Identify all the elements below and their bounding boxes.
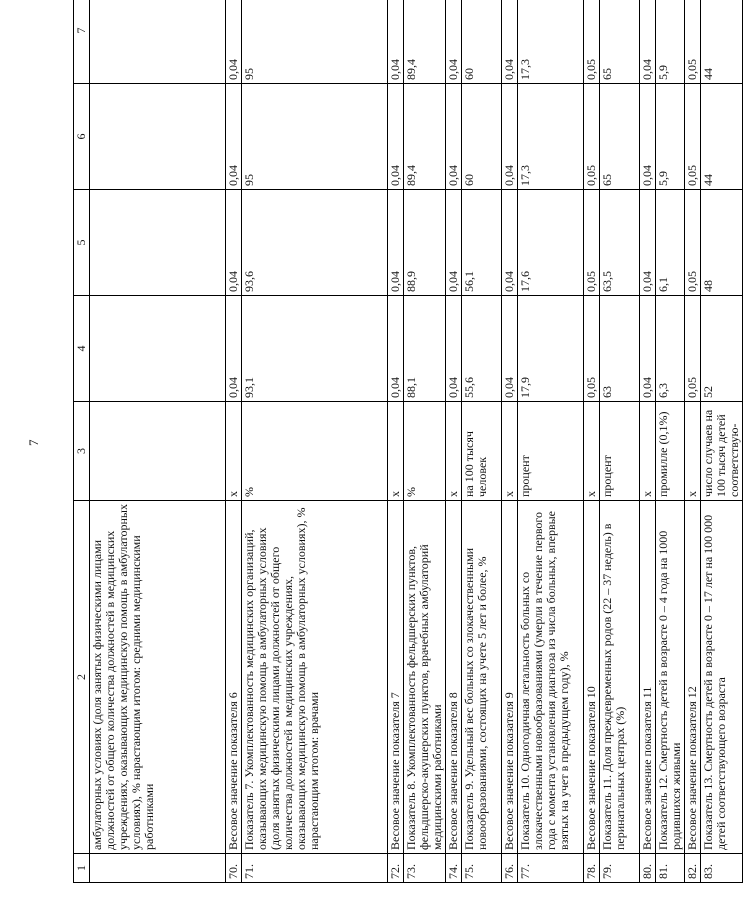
table-header-row	[74, 0, 90, 883]
table-row	[446, 0, 462, 883]
row-value-col7: 95	[242, 0, 388, 84]
row-value-col6: 17,3	[518, 84, 584, 190]
row-value-col5: 48	[701, 190, 743, 296]
row-unit: процент	[518, 402, 584, 501]
row-unit: x	[226, 402, 242, 501]
row-value-col7: 0,05	[584, 0, 600, 84]
row-indicator-name: Весовое значение показателя 6	[226, 501, 242, 854]
row-value-col7: 0,04	[388, 0, 404, 84]
table-row	[600, 0, 640, 883]
row-value-col5: 17,6	[518, 190, 584, 296]
row-value-col6: 65	[600, 84, 640, 190]
row-indicator-name: Весовое значение показателя 10	[584, 501, 600, 854]
row-value-col7: 0,05	[685, 0, 701, 84]
row-value-col4: 0,04	[226, 296, 242, 402]
page-number: 7	[26, 439, 41, 446]
row-indicator-name: амбулаторных условиях (доля занятых физическими лицами должностей от общего количества должностей в медицинских учреждениях, оказывающих медицинскую помощь в амбулаторных условиях), % нарастающим итогом: средними медицинскими работниками	[90, 501, 226, 854]
row-number: 76.	[502, 854, 518, 883]
row-indicator-name: Весовое значение показателя 8	[446, 501, 462, 854]
row-value-col4: 6,3	[656, 296, 685, 402]
row-number: 71.	[242, 854, 388, 883]
row-value-col4: 63	[600, 296, 640, 402]
row-value-col5: 93,6	[242, 190, 388, 296]
column-header-1: 1	[74, 854, 90, 883]
row-unit: x	[502, 402, 518, 501]
row-value-col4: 0,04	[502, 296, 518, 402]
row-number: 70.	[226, 854, 242, 883]
row-indicator-name: Показатель 12. Смертность детей в возрасте 0 – 4 года на 1000 родившихся живыми	[656, 501, 685, 854]
row-value-col7: 0,04	[446, 0, 462, 84]
column-header-2: 2	[74, 501, 90, 854]
row-value-col5: 0,05	[584, 190, 600, 296]
row-unit: x	[685, 402, 701, 501]
row-number: 82.	[685, 854, 701, 883]
row-number	[90, 854, 226, 883]
row-value-col6: 0,04	[446, 84, 462, 190]
row-value-col5	[90, 190, 226, 296]
row-indicator-name: Показатель 11. Доля преждевременных родов (22 – 37 недель) в перинатальных центрах (%)	[600, 501, 640, 854]
row-value-col5: 56,1	[462, 190, 502, 296]
row-value-col7: 5,9	[656, 0, 685, 84]
row-value-col5: 0,04	[640, 190, 656, 296]
row-value-col6: 0,04	[502, 84, 518, 190]
row-number: 78.	[584, 854, 600, 883]
column-header-5: 5	[74, 190, 90, 296]
column-header-4: 4	[74, 296, 90, 402]
row-indicator-name: Весовое значение показателя 11	[640, 501, 656, 854]
row-indicator-name: Показатель 8. Укомплектованность фельдшерских пунктов, фельдшерско-акушерских пунктов, врачебных амбулаторий медицинскими работниками	[404, 501, 446, 854]
row-value-col4: 17,9	[518, 296, 584, 402]
row-value-col7: 65	[600, 0, 640, 84]
row-indicator-name: Показатель 13. Смертность детей в возрасте 0 – 17 лет на 100 000 детей соответствующего возраста	[701, 501, 743, 854]
row-unit: число случаев на 100 тысяч детей соответствую-	[701, 402, 743, 501]
row-number: 80.	[640, 854, 656, 883]
row-unit: x	[446, 402, 462, 501]
row-value-col5: 0,05	[685, 190, 701, 296]
row-value-col5: 0,04	[446, 190, 462, 296]
row-indicator-name: Показатель 9. Удельный вес больных со злокачественными новообразованиями, состоящих на учете 5 лет и более, %	[462, 501, 502, 854]
row-value-col6: 5,9	[656, 84, 685, 190]
row-value-col6: 60	[462, 84, 502, 190]
row-value-col7: 89,4	[404, 0, 446, 84]
row-unit: процент	[600, 402, 640, 501]
indicators-table	[73, 0, 743, 883]
row-number: 74.	[446, 854, 462, 883]
row-indicator-name: Показатель 10. Одногодичная летальность больных со злокачественными новообразованиями (умерли в течение первого года с момента установления диагноза из числа больных, впервые взятых на учет в предыдущем году), %	[518, 501, 584, 854]
row-value-col6: 0,05	[685, 84, 701, 190]
row-value-col5: 0,04	[502, 190, 518, 296]
row-number: 77.	[518, 854, 584, 883]
row-value-col4: 93,1	[242, 296, 388, 402]
row-value-col5: 63,5	[600, 190, 640, 296]
row-value-col7	[90, 0, 226, 84]
table-row	[656, 0, 685, 883]
row-value-col4: 0,04	[388, 296, 404, 402]
table-row	[685, 0, 701, 883]
row-value-col4: 0,04	[446, 296, 462, 402]
row-indicator-name: Показатель 7. Укомплектованность медицинских организаций, оказывающих медицинскую помощь в амбулаторных условиях (доля занятых физическими лицами должностей от общего количества должностей в медицинских учреждениях, оказывающих медицинскую помощь в амбулаторных условиях), % нарастающим итогом: врачами	[242, 501, 388, 854]
table-row	[640, 0, 656, 883]
row-value-col7: 60	[462, 0, 502, 84]
row-indicator-name: Весовое значение показателя 12	[685, 501, 701, 854]
row-value-col4: 0,04	[640, 296, 656, 402]
row-number: 81.	[656, 854, 685, 883]
row-value-col6	[90, 84, 226, 190]
table-row	[226, 0, 242, 883]
row-unit: %	[404, 402, 446, 501]
column-header-7: 7	[74, 0, 90, 84]
row-value-col4: 0,05	[584, 296, 600, 402]
table-row	[242, 0, 388, 883]
row-unit: x	[388, 402, 404, 501]
row-value-col6: 95	[242, 84, 388, 190]
row-indicator-name: Весовое значение показателя 7	[388, 501, 404, 854]
row-unit: промилле (0,1%)	[656, 402, 685, 501]
row-value-col6: 0,04	[640, 84, 656, 190]
row-value-col5: 0,04	[226, 190, 242, 296]
row-value-col4: 0,05	[685, 296, 701, 402]
row-value-col6: 0,05	[584, 84, 600, 190]
row-indicator-name: Весовое значение показателя 9	[502, 501, 518, 854]
row-value-col6: 89,4	[404, 84, 446, 190]
row-value-col6: 0,04	[226, 84, 242, 190]
row-unit: x	[640, 402, 656, 501]
row-value-col4	[90, 296, 226, 402]
table-row	[462, 0, 502, 883]
column-header-6: 6	[74, 84, 90, 190]
table-row	[584, 0, 600, 883]
row-unit: x	[584, 402, 600, 501]
row-unit: %	[242, 402, 388, 501]
table-row	[502, 0, 518, 883]
row-number: 73.	[404, 854, 446, 883]
row-value-col4: 52	[701, 296, 743, 402]
table-row	[388, 0, 404, 883]
row-unit: на 100 тысяч человек	[462, 402, 502, 501]
table-row	[701, 0, 743, 883]
row-value-col6: 44	[701, 84, 743, 190]
row-value-col7: 0,04	[640, 0, 656, 84]
row-value-col6: 0,04	[388, 84, 404, 190]
row-number: 79.	[600, 854, 640, 883]
row-value-col5: 88,9	[404, 190, 446, 296]
row-value-col7: 17,3	[518, 0, 584, 84]
row-value-col7: 0,04	[502, 0, 518, 84]
row-value-col5: 0,04	[388, 190, 404, 296]
row-value-col7: 44	[701, 0, 743, 84]
table-row	[518, 0, 584, 883]
column-header-3: 3	[74, 402, 90, 501]
row-value-col4: 55,6	[462, 296, 502, 402]
row-value-col5: 6,1	[656, 190, 685, 296]
row-number: 72.	[388, 854, 404, 883]
row-value-col7: 0,04	[226, 0, 242, 84]
row-unit	[90, 402, 226, 501]
row-number: 75.	[462, 854, 502, 883]
row-number: 83.	[701, 854, 743, 883]
document-rotated-page	[73, 25, 741, 883]
row-value-col4: 88,1	[404, 296, 446, 402]
table-row	[90, 0, 226, 883]
table-row	[404, 0, 446, 883]
